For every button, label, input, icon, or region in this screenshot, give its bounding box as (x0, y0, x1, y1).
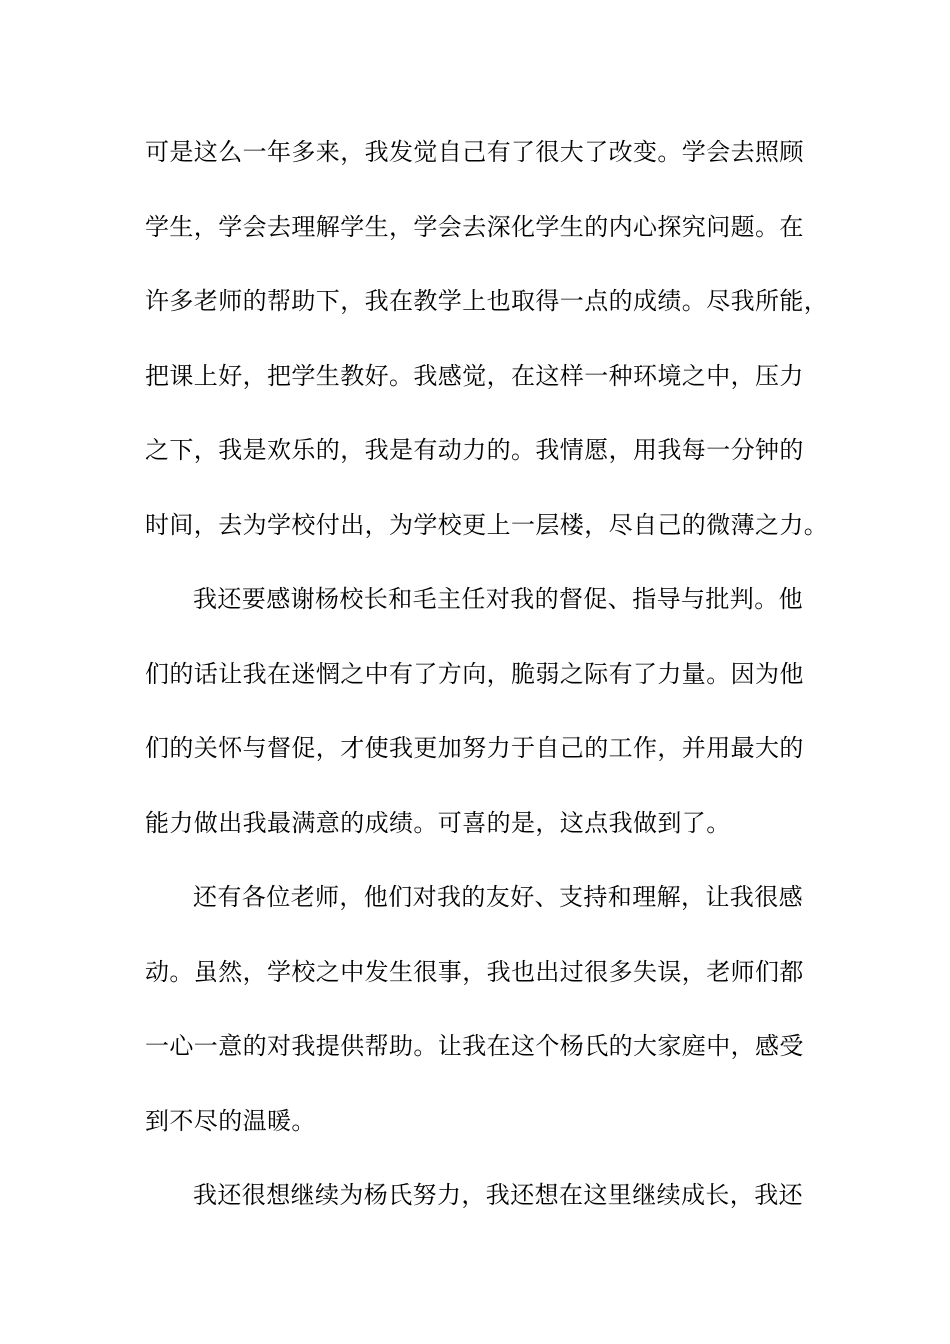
text-line: 们的关怀与督促，才使我更加努力于自己的工作，并用最大的 (145, 734, 804, 762)
paragraph-start-line: 还有各位老师，他们对我的友好、支持和理解，让我很感 (193, 883, 803, 911)
text-line: 一心一意的对我提供帮助。让我在这个杨氏的大家庭中，感受 (145, 1032, 804, 1060)
text-line: 许多老师的帮助下，我在教学上也取得一点的成绩。尽我所能， (145, 287, 829, 315)
text-line: 之下，我是欢乐的，我是有动力的。我情愿，用我每一分钟的 (145, 436, 804, 464)
text-line: 能力做出我最满意的成绩。可喜的是，这点我做到了。 (145, 808, 731, 837)
text-line: 可是这么一年多来，我发觉自己有了很大了改变。学会去照顾 (145, 138, 804, 166)
paragraph-start-line: 我还很想继续为杨氏努力，我还想在这里继续成长，我还 (193, 1181, 803, 1209)
text-line: 把课上好，把学生教好。我感觉，在这样一种环境之中，压力 (145, 361, 804, 390)
text-line: 们的话让我在迷惘之中有了方向，脆弱之际有了力量。因为他 (145, 659, 804, 688)
text-line: 时间，去为学校付出，为学校更上一层楼，尽自己的微薄之力。 (145, 510, 829, 539)
paragraph-start-line: 我还要感谢杨校长和毛主任对我的督促、指导与批判。他 (193, 585, 803, 613)
text-line: 学生，学会去理解学生，学会去深化学生的内心探究问题。在 (145, 212, 804, 241)
document-body (145, 130, 829, 1248)
text-line: 动。虽然，学校之中发生很事，我也出过很多失误，老师们都 (145, 957, 804, 986)
text-line: 到不尽的温暖。 (145, 1106, 316, 1135)
